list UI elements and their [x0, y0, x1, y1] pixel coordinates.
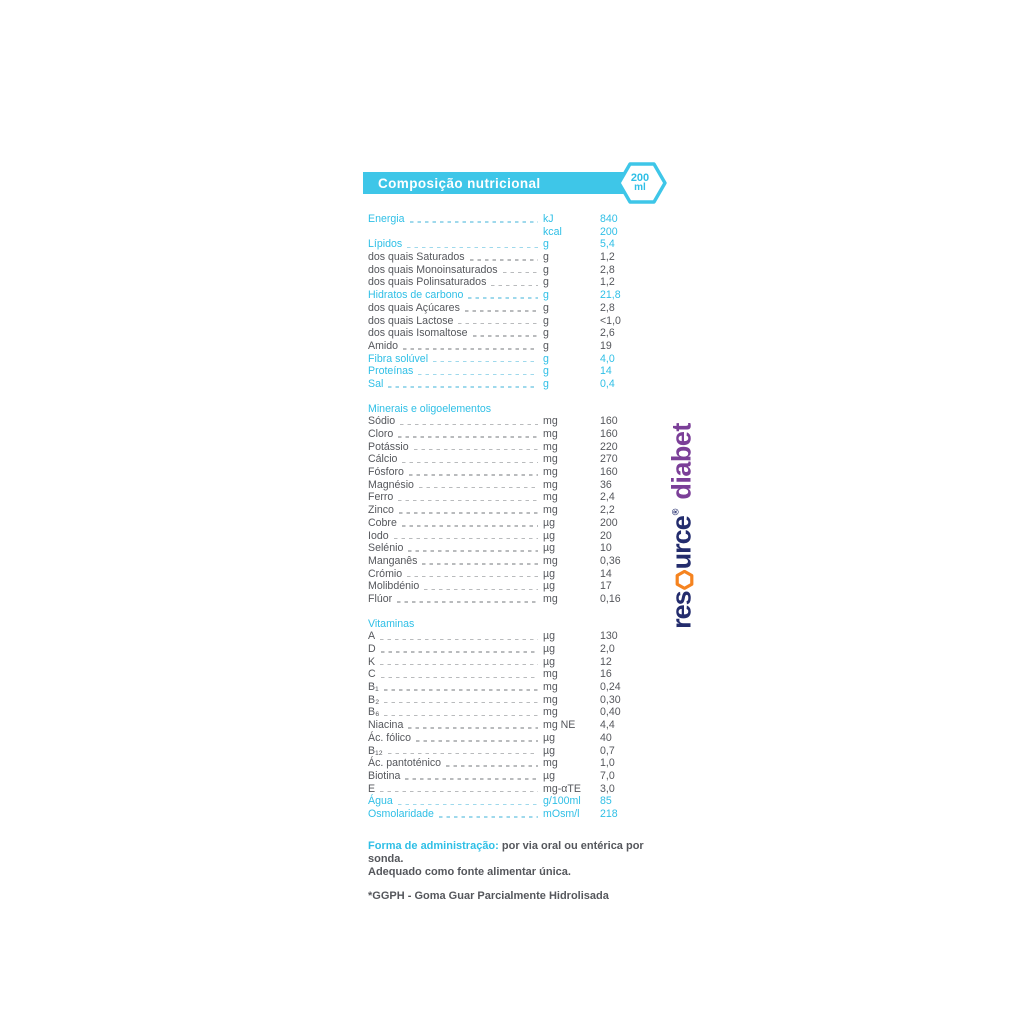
row-value: 0,16 [600, 592, 621, 605]
row-label: Água [368, 795, 393, 808]
row-label: Fósforo [368, 466, 404, 479]
row-label: Niacina [368, 719, 404, 732]
row-leader-dashes [380, 791, 538, 792]
row-label: Cálcio [368, 453, 398, 466]
row-unit: µg [543, 744, 555, 757]
row-leader-dashes [407, 576, 538, 577]
row-unit: g/100ml [543, 795, 581, 808]
table-row [368, 530, 658, 543]
row-value: 1,0 [600, 757, 615, 770]
row-value: 20 [600, 529, 612, 542]
row-value: 3,0 [600, 782, 615, 795]
row-value: 1,2 [600, 276, 615, 289]
administration-note [368, 840, 678, 879]
administration-line2: Adequado como fonte alimentar única. [368, 866, 571, 878]
row-leader-dashes [408, 550, 538, 551]
logo-product-name: diabet [666, 423, 697, 500]
row-value: 200 [600, 516, 618, 529]
row-label: Manganês [368, 554, 418, 567]
row-leader-dashes [394, 538, 538, 539]
table-row [368, 491, 658, 504]
row-value: 270 [600, 453, 618, 466]
row-leader-dashes [407, 247, 538, 248]
brand-logo-text [667, 423, 698, 629]
row-value: 4,4 [600, 719, 615, 732]
row-unit: µg [543, 516, 555, 529]
table-row [368, 289, 658, 302]
row-value: 1,2 [600, 251, 615, 264]
row-value: 218 [600, 807, 618, 820]
table-row [368, 668, 658, 681]
row-value: 130 [600, 630, 618, 643]
row-value: 5,4 [600, 238, 615, 251]
table-row [368, 770, 658, 783]
row-value: 2,2 [600, 504, 615, 517]
row-label: B₂ [368, 693, 380, 706]
row-leader-dashes [473, 335, 538, 336]
row-leader-dashes [414, 449, 538, 450]
row-unit: µg [543, 655, 555, 668]
table-row [368, 378, 658, 391]
table-row [368, 593, 658, 606]
row-unit: mg [543, 681, 558, 694]
table-row [368, 732, 658, 745]
row-value: 160 [600, 415, 618, 428]
row-unit: kcal [543, 225, 562, 238]
row-leader-dashes [400, 424, 538, 425]
table-row [368, 441, 658, 454]
row-label: Cloro [368, 428, 394, 440]
section-heading: Minerais e oligoelementos [368, 402, 492, 415]
row-unit: mg NE [543, 719, 576, 732]
row-value: 16 [600, 668, 612, 681]
row-unit: mg [543, 415, 558, 428]
row-label: dos quais Saturados [368, 251, 465, 264]
row-unit: g [543, 352, 549, 365]
table-row [368, 643, 658, 656]
row-unit: mg [543, 592, 558, 605]
row-label: Amido [368, 339, 399, 352]
row-leader-dashes [503, 272, 538, 273]
row-unit: g [543, 314, 549, 327]
row-label: Osmolaridade [368, 807, 434, 820]
table-row [368, 542, 658, 555]
row-unit: µg [543, 567, 555, 580]
row-leader-dashes [402, 462, 538, 463]
table-row [368, 276, 658, 289]
row-label: Sódio [368, 415, 396, 428]
row-leader-dashes [384, 689, 538, 690]
row-value: 12 [600, 655, 612, 668]
row-value: 14 [600, 567, 612, 580]
row-leader-dashes [380, 639, 538, 640]
row-value: 19 [600, 339, 612, 352]
table-row [368, 213, 658, 226]
row-unit: µg [543, 769, 555, 782]
row-value: 85 [600, 795, 612, 808]
row-value: 2,8 [600, 301, 615, 314]
row-label: Magnésio [368, 478, 414, 491]
row-label: A [368, 630, 376, 643]
row-unit: mg [543, 466, 558, 479]
row-unit: g [543, 289, 549, 302]
row-label: Proteínas [368, 365, 414, 378]
row-unit: g [543, 238, 549, 251]
table-section [368, 618, 658, 821]
row-value: 4,0 [600, 352, 615, 365]
row-leader-dashes [381, 677, 538, 678]
row-value: 160 [600, 466, 618, 479]
row-leader-dashes [419, 487, 538, 488]
row-value: 0,36 [600, 554, 621, 567]
row-unit: mg [543, 440, 558, 453]
row-label: Lípidos [368, 238, 403, 251]
row-leader-dashes [380, 664, 538, 665]
table-row [368, 340, 658, 353]
row-label: Molibdénio [368, 580, 420, 593]
row-label: Hidratos de carbono [368, 289, 464, 302]
row-value: 21,8 [600, 289, 621, 302]
row-leader-dashes [388, 753, 538, 754]
row-unit: g [543, 263, 549, 276]
row-unit: g [543, 327, 549, 340]
row-value: 2,4 [600, 491, 615, 504]
row-value: 7,0 [600, 769, 615, 782]
table-row [368, 681, 658, 694]
row-label: E [368, 782, 376, 795]
table-row [368, 428, 658, 441]
row-unit: mg [543, 757, 558, 770]
row-leader-dashes [491, 285, 538, 286]
row-label: B₆ [368, 706, 380, 719]
row-value: 36 [600, 478, 612, 491]
row-unit: µg [543, 529, 555, 542]
row-unit: mg [543, 453, 558, 466]
row-unit: g [543, 251, 549, 264]
row-label: Crómio [368, 567, 403, 580]
row-leader-dashes [470, 259, 538, 260]
row-label: Iodo [368, 529, 389, 542]
row-leader-dashes [384, 715, 538, 716]
row-label: B₁₂ [368, 744, 383, 757]
row-value: 0,4 [600, 377, 615, 390]
row-label: Potássio [368, 440, 409, 453]
row-leader-dashes [418, 374, 538, 375]
row-label: Fibra solúvel [368, 352, 429, 365]
table-row [368, 353, 658, 366]
row-leader-dashes [465, 310, 538, 311]
row-unit: µg [543, 630, 555, 643]
hexagon-o-icon [675, 570, 693, 590]
table-row [368, 694, 658, 707]
row-leader-dashes [399, 512, 538, 513]
row-label: Flúor [368, 592, 393, 605]
table-row [368, 315, 658, 328]
row-unit: mOsm/l [543, 807, 580, 820]
row-leader-dashes [398, 500, 538, 501]
row-label: Ferro [368, 491, 394, 504]
row-leader-dashes [398, 804, 538, 805]
table-row [368, 745, 658, 758]
row-leader-dashes [381, 651, 538, 652]
row-label: Biotina [368, 769, 401, 782]
row-label: dos quais Isomaltose [368, 327, 468, 340]
row-leader-dashes [397, 601, 538, 602]
row-label: Ác. pantoténico [368, 757, 442, 770]
row-unit: µg [543, 731, 555, 744]
row-label: K [368, 655, 376, 668]
row-unit: g [543, 276, 549, 289]
row-label: dos quais Açúcares [368, 301, 460, 314]
table-row [368, 795, 658, 808]
table-row [368, 251, 658, 264]
row-unit: mg [543, 478, 558, 491]
table-section [368, 213, 658, 391]
row-value: 40 [600, 731, 612, 744]
table-row [368, 517, 658, 530]
table-row [368, 580, 658, 593]
row-value: 17 [600, 580, 612, 593]
row-unit: kJ [543, 213, 554, 225]
administration-label: Forma de administração: [368, 840, 499, 852]
row-leader-dashes [422, 563, 538, 564]
header-bar [363, 172, 630, 194]
row-leader-dashes [384, 702, 538, 703]
table-row [368, 466, 658, 479]
row-value: 2,6 [600, 327, 615, 340]
row-leader-dashes [388, 386, 538, 387]
row-leader-dashes [402, 525, 538, 526]
row-unit: g [543, 377, 549, 390]
table-row [368, 757, 658, 770]
row-label: C [368, 668, 376, 681]
table-row [368, 453, 658, 466]
row-unit: g [543, 365, 549, 378]
table-row [368, 238, 658, 251]
row-leader-dashes [409, 474, 538, 475]
row-value: 10 [600, 542, 612, 555]
badge-volume: 200 [630, 172, 650, 184]
row-value: 160 [600, 428, 618, 440]
nutrition-table [368, 213, 658, 821]
row-unit: g [543, 339, 549, 352]
row-leader-dashes [408, 727, 538, 728]
row-value: 220 [600, 440, 618, 453]
row-leader-dashes [416, 740, 538, 741]
table-row [368, 365, 658, 378]
row-label: Cobre [368, 516, 397, 529]
row-label: Ác. fólico [368, 731, 411, 744]
footnote: *GGPH - Goma Guar Parcialmente Hidrolisada [368, 890, 609, 902]
row-value: 2,0 [600, 643, 615, 655]
table-row [368, 719, 658, 732]
table-section [368, 403, 658, 606]
serving-size-badge [617, 162, 667, 204]
administration-line1 [368, 840, 678, 866]
row-value: 14 [600, 365, 612, 378]
registered-trademark-icon: ® [670, 508, 681, 516]
header-title: Composição nutricional [378, 175, 541, 191]
row-unit: µg [543, 580, 555, 593]
row-label: dos quais Lactose [368, 314, 454, 327]
row-unit: mg-αTE [543, 782, 581, 795]
table-row [368, 479, 658, 492]
table-row [368, 415, 658, 428]
table-row [368, 264, 658, 277]
row-leader-dashes [403, 348, 538, 349]
row-label: D [368, 643, 376, 655]
row-unit: mg [543, 504, 558, 517]
row-unit: µg [543, 643, 555, 655]
row-leader-dashes [446, 765, 538, 766]
table-row [368, 656, 658, 669]
row-value: 200 [600, 225, 618, 238]
row-value: 0,7 [600, 744, 615, 757]
row-value: 2,8 [600, 263, 615, 276]
table-row [368, 630, 658, 643]
row-label: Sal [368, 377, 384, 390]
logo-resource-post: urce [666, 516, 697, 570]
table-row [368, 226, 658, 239]
row-label: Zinco [368, 504, 394, 517]
table-row [368, 504, 658, 517]
row-unit: mg [543, 693, 558, 706]
row-unit: µg [543, 542, 555, 555]
section-heading: Vitaminas [368, 617, 415, 630]
row-label: dos quais Monoinsaturados [368, 263, 498, 276]
row-label: B₁ [368, 681, 379, 694]
row-leader-dashes [398, 436, 538, 437]
row-unit: mg [543, 668, 558, 681]
table-row [368, 808, 658, 821]
row-leader-dashes [458, 323, 538, 324]
row-value: 840 [600, 213, 618, 225]
administration-text: por via oral ou entérica por sonda. [368, 840, 644, 865]
row-label: Energia [368, 213, 405, 225]
row-value: 0,40 [600, 706, 621, 719]
row-leader-dashes [405, 778, 538, 779]
row-value: 0,30 [600, 693, 621, 706]
table-row [368, 706, 658, 719]
row-unit: mg [543, 706, 558, 719]
row-leader-dashes [433, 361, 538, 362]
row-unit: mg [543, 554, 558, 567]
badge-unit: ml [634, 182, 646, 193]
brand-logo [650, 407, 714, 645]
row-unit: mg [543, 491, 558, 504]
table-row [368, 302, 658, 315]
row-value: 0,24 [600, 681, 621, 694]
row-leader-dashes [439, 816, 538, 817]
row-leader-dashes [424, 589, 538, 590]
row-unit: g [543, 301, 549, 314]
row-label: Selénio [368, 542, 404, 555]
row-leader-dashes [468, 297, 538, 298]
table-row [368, 783, 658, 796]
badge-text [617, 162, 663, 204]
logo-resource-pre: res [666, 591, 697, 629]
row-value: <1,0 [600, 314, 621, 327]
row-unit: mg [543, 428, 558, 440]
row-label: dos quais Polinsaturados [368, 276, 487, 289]
table-row [368, 555, 658, 568]
table-row [368, 327, 658, 340]
table-row [368, 568, 658, 581]
row-leader-dashes [410, 221, 538, 222]
